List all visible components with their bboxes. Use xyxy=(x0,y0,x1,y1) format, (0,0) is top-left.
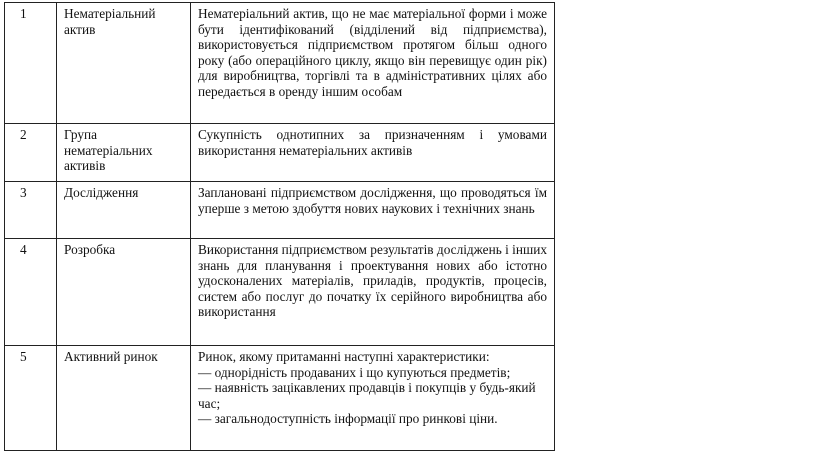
row-number: 2 xyxy=(5,124,57,182)
table-row xyxy=(5,124,555,182)
definition-cell: Використання підприємством результатів досліджень і інших знань для планування і проектування нових або істотно удосконалених матеріалів, приладів, продуктів, процесів, систем або послуг до початку їх серійного виробництва або використання xyxy=(191,239,555,346)
row-number: 4 xyxy=(5,239,57,346)
term-cell: Активний ринок xyxy=(57,346,191,451)
table-row xyxy=(5,239,555,346)
definition-line: — загальнодоступність інформації про ринкові ціни. xyxy=(198,411,498,427)
table-row xyxy=(5,182,555,239)
definition-cell xyxy=(191,346,555,451)
table-row xyxy=(5,346,555,451)
definitions-table-container xyxy=(4,2,554,451)
term-cell: Дослідження xyxy=(57,182,191,239)
row-number: 5 xyxy=(5,346,57,451)
term-cell: Нематеріальний актив xyxy=(57,3,191,124)
term-cell: Розробка xyxy=(57,239,191,346)
row-number: 3 xyxy=(5,182,57,239)
definition-line: Ринок, якому притаманні наступні характеристики: xyxy=(198,349,490,364)
definition-line: — однорідність продаваних і що купуються предметів; xyxy=(198,364,511,380)
definition-cell: Сукупність однотипних за призначенням і умовами використання нематеріальних активів xyxy=(191,124,555,182)
definitions-table xyxy=(4,2,555,451)
row-number: 1 xyxy=(5,3,57,124)
table-row xyxy=(5,3,555,124)
definition-line: — наявність зацікавлених продавців і покупців у будь-який час; xyxy=(198,380,536,411)
term-cell: Група нематеріальних активів xyxy=(57,124,191,182)
definition-cell: Заплановані підприємством дослідження, що проводяться їм уперше з метою здобуття нових наукових і технічних знань xyxy=(191,182,555,239)
definition-cell: Нематеріальний актив, що не має матеріальної форми і може бути ідентифікований (відділений від підприємства), використовується підприємством протягом більш одного року (або операційного циклу, якщо він перевищує один рік) для виробництва, торгівлі та в адміністративних цілях або передається в оренду іншим особам xyxy=(191,3,555,124)
